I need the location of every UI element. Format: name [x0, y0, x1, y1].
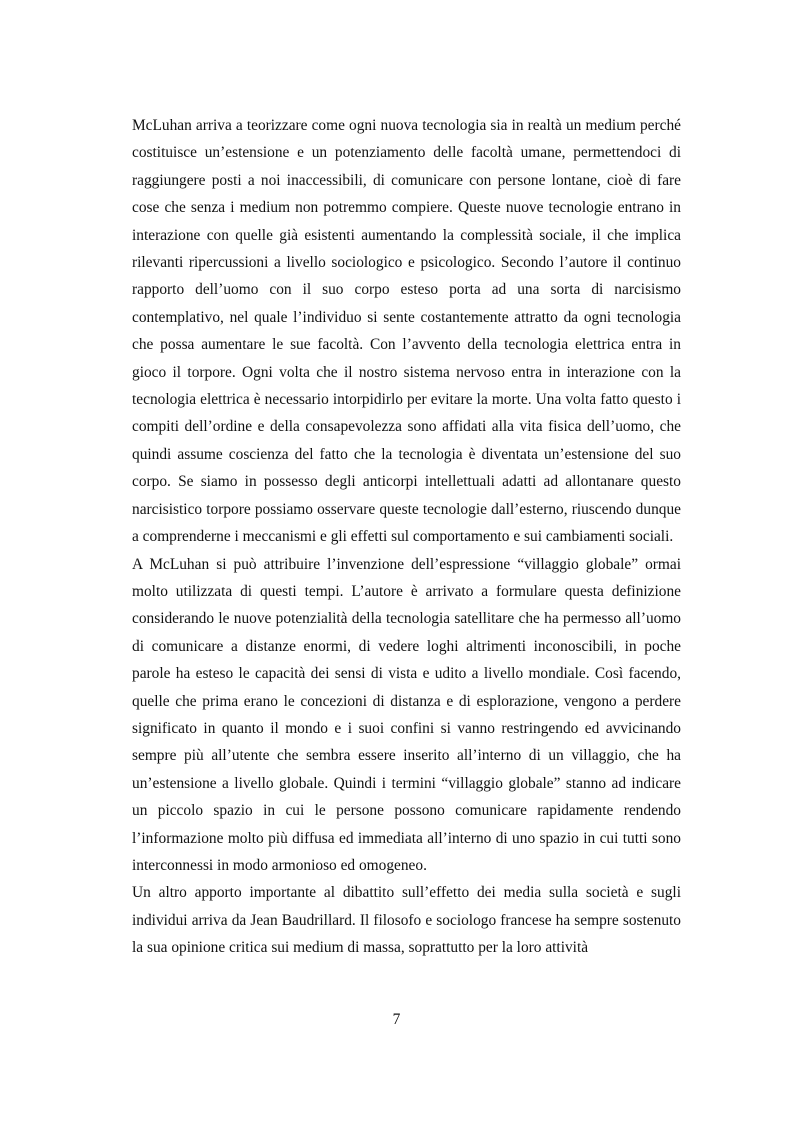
paragraph-mcluhan-medium: McLuhan arriva a teorizzare come ogni nuova tecnologia sia in realtà un medium perché costituisce un’estensione e un potenziamento delle facoltà umane, permettendoci di raggiungere posti a noi inaccessibili, di comunicare con persone lontane, cioè di fare cose che senza i medium non potremmo compiere. Queste nuove tecnologie entrano in interazione con quelle già esistenti aumentando la complessità sociale, il che implica rilevanti ripercussioni a livello sociologico e psicologico. Secondo l’autore il continuo rapporto dell’uomo con il suo corpo esteso porta ad una sorta di narcisismo contemplativo, nel quale l’individuo si sente costantemente attratto da ogni tecnologia che possa aumentare le sue facoltà. Con l’avvento della tecnologia elettrica entra in gioco il torpore. Ogni volta che il nostro sistema nervoso entra in interazione con la tecnologia elettrica è necessario intorpidirlo per evitare la morte. Una volta fatto questo i compiti dell’ordine e della consapevolezza sono affidati alla vita fisica dell’uomo, che quindi assume coscienza del fatto che la tecnologia è diventata un’estensione del suo corpo. Se siamo in possesso degli anticorpi intellettuali adatti ad allontanare questo narcisistico torpore possiamo osservare queste tecnologie dall’esterno, riuscendo dunque a comprenderne i meccanismi e gli effetti sul comportamento e sui cambiamenti sociali. [132, 117, 681, 546]
body-text [132, 112, 681, 962]
page-number: 7 [392, 1011, 401, 1028]
paragraph-villaggio-globale: A McLuhan si può attribuire l’invenzione dell’espressione “villaggio globale” ormai molto utilizzata di questi tempi. L’autore è arrivato a formulare questa definizione considerando le nuove potenzialità della tecnologia satellitare che ha permesso all’uomo di comunicare a distanze enormi, di vedere loghi altrimenti inconoscibili, in poche parole ha esteso le capacità dei sensi di vista e udito a livello mondiale. Così facendo, quelle che prima erano le concezioni di distanza e di esplorazione, vengono a perdere significato in quanto il mondo e i suoi confini si vanno restringendo ed avvicinando sempre più all’utente che sembra essere inserito all’interno di un villaggio, che ha un’estensione a livello globale. Quindi i termini “villaggio globale” stanno ad indicare un piccolo spazio in cui le persone possono comunicare rapidamente rendendo l’informazione molto più diffusa ed immediata all’interno di uno spazio in cui tutti sono interconnessi in modo armonioso ed omogeneo. [132, 555, 681, 874]
paragraph-baudrillard: Un altro apporto importante al dibattito sull’effetto dei media sulla società e sugli individui arriva da Jean Baudrillard. Il filosofo e sociologo francese ha sempre sostenuto la sua opinione critica sui medium di massa, soprattutto per la loro attività [132, 884, 681, 957]
